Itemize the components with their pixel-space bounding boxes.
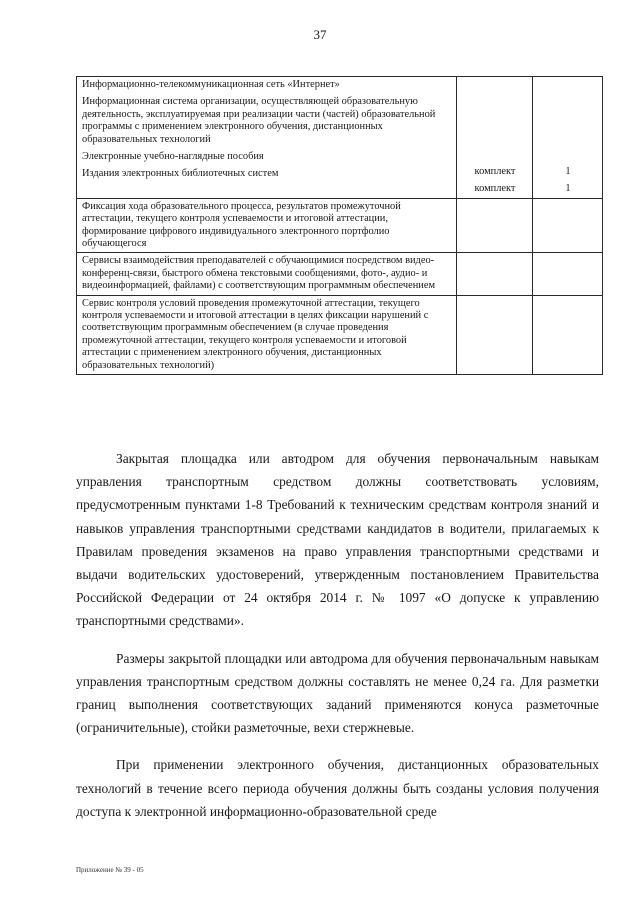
row-information-system: Информационная система организации, осуществляющей образовательную деятельность, эксплуатируемая при реализации части (частей) образовательной программы с применением электронного обучения, дистанционных образовательных технологий bbox=[82, 96, 436, 145]
table-row bbox=[77, 295, 603, 374]
body-text bbox=[76, 447, 599, 823]
table-cell-description: Фиксация хода образовательного процесса, результатов промежуточной аттестации, текущего контроля успеваемости и итоговой аттестации, формирование цифрового индивидуального электронного портфолио обучающегося bbox=[77, 198, 457, 253]
paragraph-training-ground: Закрытая площадка или автодром для обучения первоначальным навыкам управления транспортным средством должны соответствовать условиям, предусмотренным пунктами 1-8 Требований к техническим средствам контроля знаний и навыков управления транспортными средствами кандидатов в водители, прилагаемых к Правилам проведения экзаменов на право управления транспортными средствами и выдачи водительских удостоверений, утвержденным постановлением Правительства Российской Федерации от 24 октября 2014 г. № 1097 «О допуске к управлению транспортными средствами». bbox=[76, 451, 599, 629]
table-cell-description bbox=[77, 77, 457, 199]
page-number: 37 bbox=[313, 27, 327, 42]
quantity-value: 1 bbox=[565, 183, 571, 195]
unit-value: комплект bbox=[474, 166, 516, 177]
table-cell-unit bbox=[457, 295, 533, 374]
table-cell-unit bbox=[457, 253, 533, 295]
row-electronic-aids: Электронные учебно-наглядные пособия bbox=[82, 151, 264, 163]
table-row bbox=[77, 77, 603, 199]
table-cell-quantity bbox=[533, 77, 603, 199]
table-cell-quantity bbox=[533, 253, 603, 295]
table-cell-quantity bbox=[533, 198, 603, 253]
table-cell-unit bbox=[457, 77, 533, 199]
equipment-table bbox=[76, 76, 603, 375]
table-row bbox=[77, 198, 603, 253]
table-cell-quantity bbox=[533, 295, 603, 374]
paragraph-ground-size: Размеры закрытой площадки или автодрома для обучения первоначальным навыкам управления транспортным средством должны составлять не менее 0,24 га. Для разметки границ выполнения соответствующих заданий применяются конуса разметочные (ограничительные), стойки разметочные, вехи стержневые. bbox=[76, 650, 599, 736]
quantity-value: 1 bbox=[565, 166, 571, 177]
table-cell-description: Сервисы взаимодействия преподавателей с обучающимися посредством видео-конференц-связи, быстрого обмена текстовыми сообщениями, фото-, аудио- и видеоинформацией, файлами) с соответствующим программным обеспечением bbox=[77, 253, 457, 295]
unit-value: комплект bbox=[474, 183, 516, 195]
table-cell-unit bbox=[457, 198, 533, 253]
table-row bbox=[77, 253, 603, 295]
row-internet: Информационно-телекоммуникационная сеть «Интернет» bbox=[82, 79, 340, 90]
footer-attachment-note: Приложение № 39 - 05 bbox=[76, 866, 144, 874]
row-library-systems: Издания электронных библиотечных систем bbox=[82, 168, 279, 180]
paragraph-e-learning: При применении электронного обучения, дистанционных образовательных технологий в течение всего периода обучения должны быть созданы условия получения доступа к электронной информационно-образовательной среде bbox=[76, 757, 599, 819]
table-cell-description: Сервис контроля условий проведения промежуточной аттестации, текущего контроля успеваемости и итоговой аттестации в целях фиксации нарушений с соответствующим программным обеспечением (в случае проведения промежуточной аттестации, текущего контроля успеваемости и итоговой аттестации с применением электронного обучения, дистанционных образовательных технологий) bbox=[77, 295, 457, 374]
